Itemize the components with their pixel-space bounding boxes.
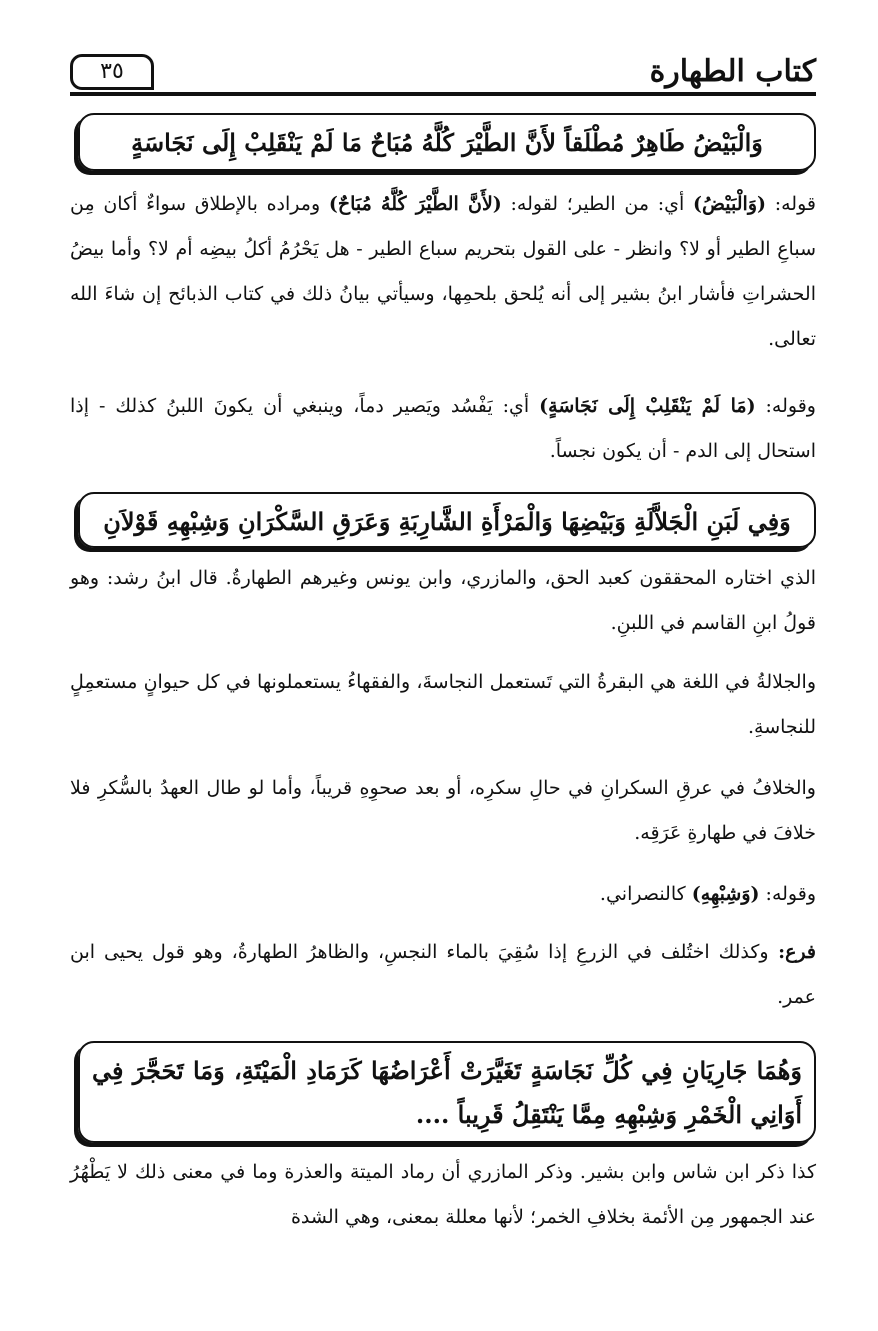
paragraph-8: كذا ذكر ابن شاس وابن بشير. وذكر المازري أن رماد الميتة والعذرة وما في معنى ذلك لا يَطْهُرُ عند الجمهور مِن الأئمة بخلافِ الخمر؛ لأنها معللة بمعنى، وهي الشدة <box>70 1161 816 1228</box>
text: وكذلك اختُلف في الزرعِ إذا سُقِيَ بالماء النجسِ، والظاهرُ الطهارةُ، وهو قول يحيى ابن عمر. <box>70 941 816 1008</box>
paragraph-4: والجلالةُ في اللغة هي البقرةُ التي تَستعمل النجاسةَ، والفقهاءُ يستعملونها في كل حيوانٍ مستعمِلٍ للنجاسةِ. <box>70 671 816 738</box>
matn-box-2: وَفِي لَبَنِ الْجَلاَّلَةِ وَبَيْضِهَا وَالْمَرْأَةِ الشَّارِبَةِ وَعَرَقِ السَّكْرَانِ وَشِبْهِهِ قَوْلاَنِ <box>78 492 816 548</box>
paragraph-7 <box>70 930 816 1020</box>
page-number: ٣٥ <box>70 54 154 90</box>
quoted-matn: (مَا لَمْ يَنْقَلِبْ إِلَى نَجَاسَةٍ) <box>539 395 756 417</box>
quoted-matn: (لأَنَّ الطَّيْرَ كُلَّهُ مُبَاحٌ) <box>328 193 502 215</box>
paragraph-5: والخلافُ في عرقِ السكرانِ في حالِ سكرِه، أو بعد صحوِهِ قريباً، وأما لو طال العهدُ بالسُّكرِ فلا خلافَ في طهارةِ عَرَقِه. <box>70 777 816 844</box>
matn-box-3: وَهُمَا جَارِيَانِ فِي كُلِّ نَجَاسَةٍ تَغَيَّرَتْ أَعْرَاضُهَا كَرَمَادِ الْمَيْتَةِ، وَمَا تَحَجَّرَ فِي أَوَانِي الْخَمْرِ وَشِبْهِهِ مِمَّا يَنْتَقِلُ قَرِيباً .... <box>78 1041 816 1143</box>
header-rule <box>70 92 816 96</box>
quoted-matn: (وَالْبَيْضُ) <box>693 193 766 215</box>
text: وقوله: <box>755 395 816 417</box>
text: قوله: <box>766 193 816 215</box>
running-title: كتاب الطهارة <box>649 54 816 89</box>
matn-box-1: وَالْبَيْضُ طَاهِرٌ مُطْلَقاً لأَنَّ الطَّيْرَ كُلَّهُ مُبَاحٌ مَا لَمْ يَنْقَلِبْ إِلَى نَجَاسَةٍ <box>78 113 816 171</box>
quoted-matn: (وَشِبْهِهِ) <box>691 883 760 905</box>
text: ومراده بالإطلاق سواءٌ أكان مِن سباعِ الطير أو لا؟ وانظر - على القول بتحريم سباع الطير - هل يَحْرُمُ أكلُ بيضِه أم لا؟ وأما بيضُ الحشراتِ فأشار ابنُ بشير إلى أنه يُلحق بلحمِها، وسيأتي بيانُ ذلك في كتاب الذبائح إن شاءَ الله تعالى. <box>70 193 816 350</box>
paragraph-2 <box>70 384 816 474</box>
text: أي: من الطير؛ لقوله: <box>501 193 694 215</box>
paragraph-1 <box>70 182 816 362</box>
far-label: فرع: <box>768 941 816 963</box>
paragraph-3: الذي اختاره المحققون كعبد الحق، والمازري، وابن يونس وغيرهم الطهارةُ. قال ابنُ رشد: وهو قولُ ابنِ القاسم في اللبنِ. <box>70 567 816 634</box>
text: أي: يَفْسُد ويَصير دماً، وينبغي أن يكونَ اللبنُ كذلك - إذا استحال إلى الدم - أن يكون نجساً. <box>70 395 816 462</box>
text: كالنصراني. <box>599 883 692 905</box>
text: وقوله: <box>759 883 816 905</box>
paragraph-6 <box>70 872 816 917</box>
